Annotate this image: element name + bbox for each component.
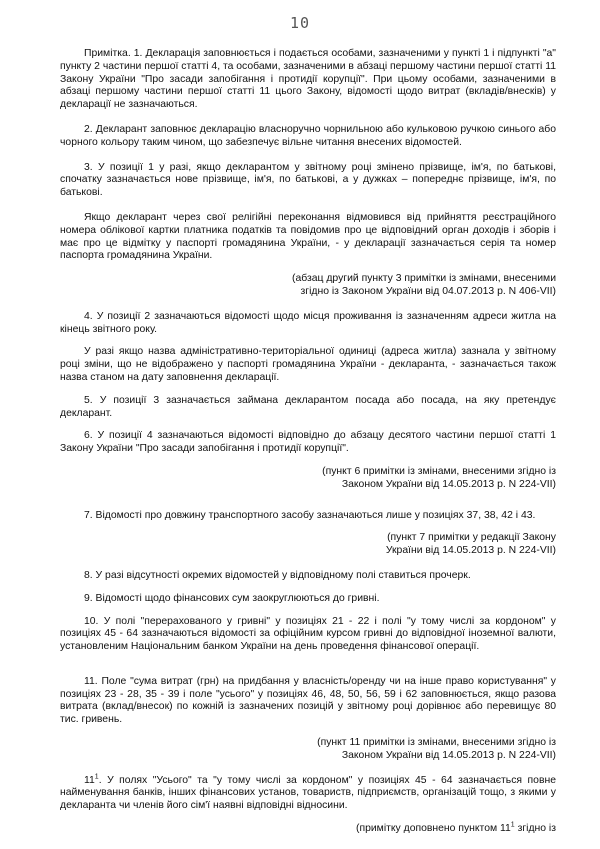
note-2-paragraph: 2. Декларант заповнює декларацію власноручно чорнильною або кульковою ручкою синього або чорного кольору таким чином, що забезпечує вільне читання внесених відомостей. (60, 123, 556, 148)
note-3-second-paragraph: Якщо декларант через свої релігійні переконання відмовився від прийняття реєстраційного номера облікової картки платника податків та повідомив про це відповідний орган доходів і зборів і має про це відмітку у паспорті громадянина України, - у декларації зазначається серія та номер паспорта громадянина України. (60, 211, 556, 262)
note-1-paragraph: Примітка. 1. Декларація заповнюється і подається особами, зазначеними у пункті 1 і підпункті "а" пункту 2 частини першої статті 4, та особами, зазначеними в абзаці першому частини першої статті 11 Закону України "Про засади запобігання і протидії корупції". При цьому особами, зазначеними в абзаці першому частини першої статті 11 цього Закону, відомості щодо витрат (вкладів/внесків) у декларації не зазначаються. (60, 48, 556, 111)
amendment-note-11 (60, 737, 556, 763)
note-8-paragraph: 8. У разі відсутності окремих відомостей у відповідному полі ставиться прочерк. (84, 569, 471, 581)
amendment-note-text: (примітку доповнено пунктом 11 (356, 823, 511, 835)
note-5-paragraph: 5. У позиції 3 зазначається займана декларантом посада або посада, на яку претендує декларант. (60, 394, 556, 419)
amendment-note-line: (абзац другий пункту 3 примітки із змінами, внесеними (292, 273, 556, 285)
amendment-note-line: (пункт 6 примітки із змінами, внесеними згідно із (322, 465, 556, 477)
amendment-note-line: України від 14.05.2013 р. N 224-VII) (385, 545, 556, 557)
amendment-note-line: (пункт 11 примітки із змінами, внесеними згідно із (317, 737, 556, 749)
amendment-note-line: Законом України від 14.05.2013 р. N 224-VII) (341, 749, 556, 761)
note-11-1-number: 11 (84, 774, 95, 786)
page-number: 10 (289, 14, 311, 32)
amendment-note-line: згідно із Законом України від 04.07.2013 р. N 406-VII) (300, 285, 556, 297)
note-9-paragraph: 9. Відомості щодо фінансових сум заокруглюються до гривні. (84, 592, 380, 604)
note-7-paragraph: 7. Відомості про довжину транспортного засобу зазначаються лише у позиціях 37, 38, 42 і 43. (84, 509, 536, 521)
page-body (60, 48, 556, 836)
note-6-paragraph: 6. У позиції 4 зазначаються відомості відповідно до абзацу десятого частини першої статті 1 Закону України "Про засади запобігання і протидії корупції". (60, 430, 556, 455)
amendment-note-3 (60, 273, 556, 299)
note-10-paragraph: 10. У полі "перерахованого у гривні" у позиціях 21 - 22 і полі "у тому числі за кордоном" у позиціях 45 - 64 зазначаються відомості за офіційним курсом гривні до відповідної іноземної валюти, установленим Національним банком України на день проведення фінансової операції. (60, 615, 556, 653)
amendment-note-7 (60, 532, 556, 558)
amendment-note-line: (пункт 7 примітки у редакції Закону (387, 532, 556, 544)
amendment-note-text: згідно із (514, 823, 556, 835)
note-4-second-paragraph: У разі якщо назва адміністративно-територіальної одиниці (адреса житла) зазнала у звітному році зміни, що не відображено у паспорті громадянина України - декларанта, - зазначається також назва станом на дату заповнення декларації. (60, 346, 556, 383)
amendment-note-6 (60, 466, 556, 492)
note-11-1-superscript: 1 (94, 773, 99, 781)
note-11-1-text: . У полях "Усього" та "у тому числі за кордоном" у позиціях 45 - 64 зазначається повне найменування банків, інших фінансових установ, товариств, підприємств, організацій тощо, з якими у декларанта чи членів його сім'ї наявні відповідні відносини. (60, 774, 556, 812)
note-11-paragraph: 11. Поле "сума витрат (грн) на придбання у власність/оренду чи на інше право користування" у позиціях 23 - 28, 35 - 39 і поле "усього" у позиціях 46, 48, 50, 56, 59 і 62 заповнюється, якщо разова витрата (вклад/внесок) по кожній із зазначених позицій у звітному році дорівнює або перевищує 80 тис. гривень. (60, 675, 556, 726)
note-4-paragraph: 4. У позиції 2 зазначаються відомості щодо місця проживання із зазначенням адреси житла на кінець звітного року. (60, 310, 556, 335)
amendment-note-superscript: 1 (510, 821, 515, 829)
amendment-note-line: Законом України від 14.05.2013 р. N 224-VII) (341, 478, 556, 490)
amendment-note-11-1 (60, 823, 556, 836)
note-11-1-paragraph (60, 775, 556, 813)
note-3-paragraph: 3. У позиції 1 у разі, якщо декларантом у звітному році змінено прізвище, ім'я, по батькові, спочатку зазначається нове прізвище, ім'я, по батькові, а у дужках – попереднє прізвище, ім'я, по батькові. (60, 161, 556, 199)
